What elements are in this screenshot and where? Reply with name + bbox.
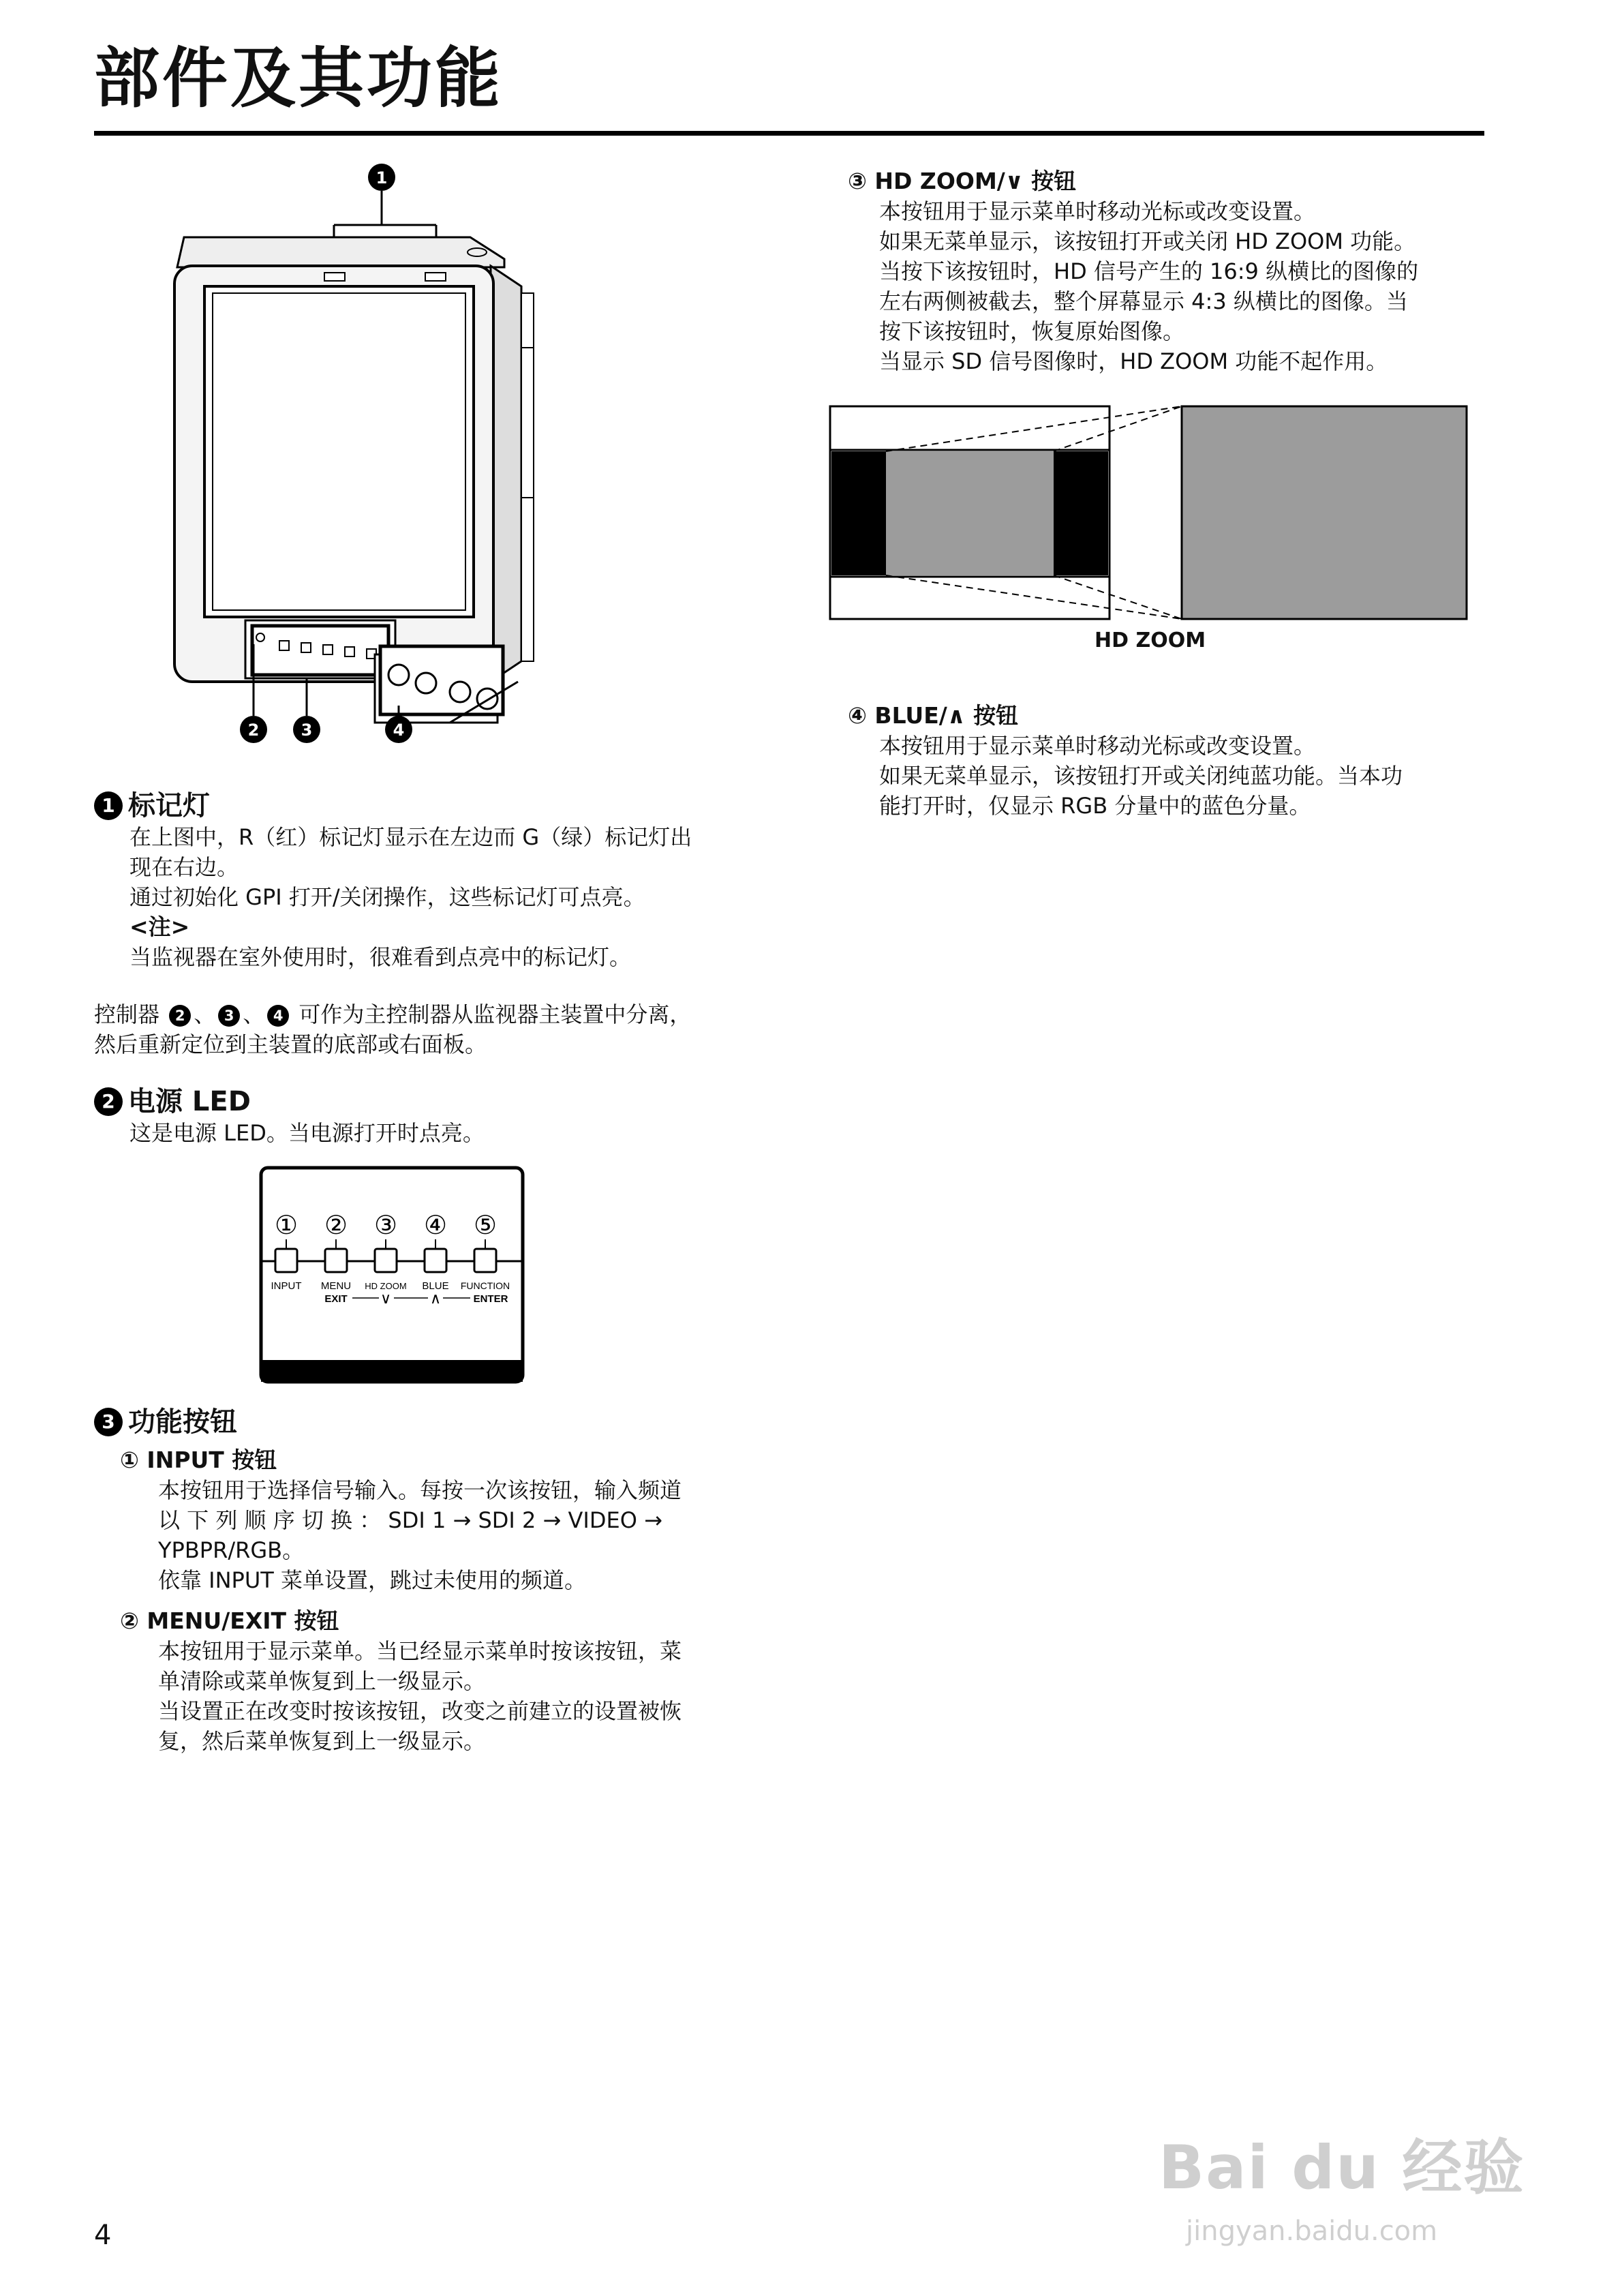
button-panel-diagram <box>259 1166 525 1384</box>
menu-exit-body <box>158 1636 765 1756</box>
callout-2-label: 2 <box>247 721 260 740</box>
panel-num-4: ④ <box>423 1210 448 1240</box>
blue-title: ④ BLUE/∧ 按钮 <box>848 702 1019 729</box>
body-line: 本按钮用于显示菜单时移动光标或改变设置。 <box>879 198 1316 224</box>
input-button-title: ① INPUT 按钮 <box>120 1447 277 1473</box>
callout-3-icon: 3 <box>218 1005 240 1027</box>
body-line: 如果无菜单显示，该按钮打开或关闭 HD ZOOM 功能。 <box>879 228 1416 254</box>
section1-heading <box>94 789 210 822</box>
panel-num-5: ⑤ <box>473 1210 498 1240</box>
callout-3-label: 3 <box>301 721 313 740</box>
input-button <box>275 1249 297 1272</box>
controller-line-2: 然后重新定位到主装置的底部或右面板。 <box>94 1031 487 1057</box>
section2-heading-text: 电源 LED <box>128 1086 251 1117</box>
body-line: 复，然后菜单恢复到上一级显示。 <box>158 1728 486 1754</box>
body-line: 当显示 SD 信号图像时，HD ZOOM 功能不起作用。 <box>879 348 1388 374</box>
controller-paragraph <box>94 999 691 1059</box>
watermark-brand: Bai du 经验 <box>1159 2132 1525 2203</box>
panel-up: ∧ <box>429 1290 442 1307</box>
body-line: 左右两侧被截去，整个屏幕显示 4:3 纵横比的图像。当 <box>879 288 1408 314</box>
body-line: 按下该按钮时，恢复原始图像。 <box>879 318 1185 344</box>
body-line: 当按下该按钮时，HD 信号产生的 16:9 纵横比的图像的 <box>879 258 1419 284</box>
page-title: 部件及其功能 <box>94 40 503 117</box>
body-line: 以 下 列 顺 序 切 换 ： SDI 1 → SDI 2 → VIDEO → <box>158 1507 662 1533</box>
body-line: 单清除或菜单恢复到上一级显示。 <box>158 1668 486 1694</box>
separator: 、 <box>243 1001 265 1027</box>
watermark-url: jingyan.baidu.com <box>1186 2216 1438 2247</box>
panel-num-2: ② <box>324 1210 348 1240</box>
body-line: 能打开时，仅显示 RGB 分量中的蓝色分量。 <box>879 793 1311 819</box>
panel-exit: EXIT <box>324 1293 348 1305</box>
panel-label-blue: BLUE <box>422 1280 449 1292</box>
separator: 、 <box>194 1001 216 1027</box>
title-rule <box>94 131 1484 136</box>
hdzoom-diagram <box>829 405 1469 623</box>
panel-label-menu: MENU <box>320 1280 352 1292</box>
section1-heading-text: 标记灯 <box>128 790 210 821</box>
controller-prefix: 控制器 <box>94 1001 160 1027</box>
body-line: 本按钮用于显示菜单。当已经显示菜单时按该按钮，菜 <box>158 1638 682 1664</box>
panel-label-function: FUNCTION <box>460 1280 510 1291</box>
body-line: 如果无菜单显示，该按钮打开或关闭纯蓝功能。当本功 <box>879 763 1403 789</box>
section3-heading <box>94 1406 237 1438</box>
menu-exit-title: ② MENU/EXIT 按钮 <box>120 1607 339 1634</box>
blue-body <box>879 731 1493 821</box>
section1-line: 现在右边。 <box>129 854 239 880</box>
panel-label-input: INPUT <box>271 1280 302 1292</box>
section1-body <box>129 822 692 972</box>
note-label: <注> <box>129 913 190 940</box>
body-line: 依靠 INPUT 菜单设置，跳过未使用的频道。 <box>158 1567 586 1593</box>
monitor-illustration <box>150 157 682 757</box>
controller-line-1-rest: 可作为主控制器从监视器主装置中分离， <box>299 1001 692 1027</box>
hdzoom-caption: HD ZOOM <box>1095 629 1206 652</box>
menu-exit-item <box>120 1606 339 1636</box>
menu-button <box>325 1249 347 1272</box>
panel-num-3: ③ <box>373 1210 398 1240</box>
input-button-body <box>158 1475 765 1595</box>
hdzoom-title: ③ HD ZOOM/∨ 按钮 <box>848 168 1077 194</box>
page-number: 4 <box>94 2220 112 2251</box>
hdzoom-body <box>879 196 1493 376</box>
callout-2-icon: 2 <box>94 1087 123 1116</box>
panel-enter: ENTER <box>473 1293 508 1305</box>
callout-4 <box>385 716 412 743</box>
body-line: 本按钮用于选择信号输入。每按一次该按钮，输入频道 <box>158 1477 682 1503</box>
body-line: YPBPR/RGB。 <box>158 1537 305 1563</box>
callout-2-icon: 2 <box>169 1005 191 1027</box>
section2-text: 这是电源 LED。当电源打开时点亮。 <box>129 1120 485 1146</box>
body-line: 本按钮用于显示菜单时移动光标或改变设置。 <box>879 733 1316 759</box>
panel-down: ∨ <box>380 1290 392 1307</box>
callout-4-label: 4 <box>393 721 405 740</box>
callout-1-label: 1 <box>376 168 388 187</box>
callout-4-icon: 4 <box>267 1005 289 1027</box>
body-line: 当设置正在改变时按该按钮，改变之前建立的设置被恢 <box>158 1698 682 1724</box>
section3-heading-text: 功能按钮 <box>128 1406 237 1438</box>
hdzoom-item <box>848 166 1076 196</box>
blue-button <box>425 1249 446 1272</box>
callout-3 <box>293 716 320 743</box>
input-button-item <box>120 1445 277 1475</box>
blue-item <box>848 701 1018 731</box>
section1-line: 通过初始化 GPI 打开/关闭操作，这些标记灯可点亮。 <box>129 884 645 910</box>
callout-3-icon: 3 <box>94 1408 123 1436</box>
callout-1-icon: 1 <box>94 791 123 820</box>
callout-2 <box>240 716 267 743</box>
hdzoom-button <box>375 1249 397 1272</box>
panel-label-hdzoom: HD ZOOM <box>365 1281 407 1291</box>
controller-line-1 <box>94 999 691 1029</box>
section1-line: 在上图中，R（红）标记灯显示在左边而 G（绿）标记灯出 <box>129 824 692 850</box>
section2-heading <box>94 1085 251 1118</box>
note-text: 当监视器在室外使用时，很难看到点亮中的标记灯。 <box>129 944 632 970</box>
function-button <box>474 1249 496 1272</box>
panel-num-1: ① <box>274 1210 299 1240</box>
